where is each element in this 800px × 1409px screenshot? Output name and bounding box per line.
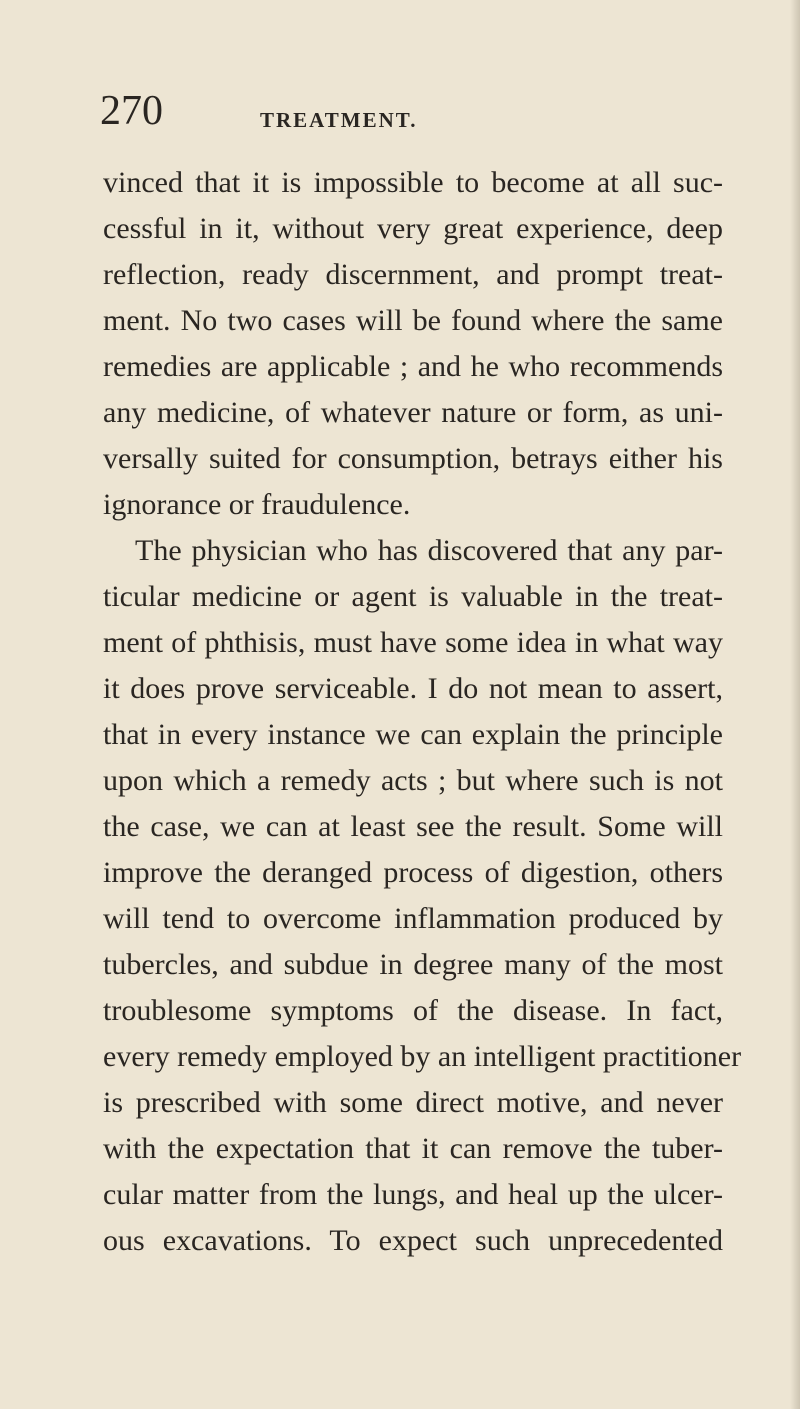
text-line: will tend to overcome inflammation produced by [103,902,723,935]
text-line: every remedy employed by an intelligent practitioner [103,1040,742,1073]
running-head [100,90,700,140]
text-line: improve the deranged process of digestion, others [103,856,723,889]
text-line: ment. No two cases will be found where the same [103,304,723,337]
text-line: ous excavations. To expect such unprecedented [103,1224,723,1257]
text-line: cular matter from the lungs, and heal up the ulcer- [103,1178,723,1211]
text-line: ticular medicine or agent is valuable in the treat- [103,580,723,613]
text-line: vinced that it is impossible to become at all suc- [103,166,723,199]
text-line: ment of phthisis, must have some idea in what way [103,626,723,659]
text-line: remedies are applicable ; and he who recommends [103,350,723,383]
text-line: The physician who has discovered that any par- [135,534,723,567]
text-line: tubercles, and subdue in degree many of the most [103,948,723,981]
text-line: that in every instance we can explain the principle [103,718,723,751]
text-line: cessful in it, without very great experience, deep [103,212,723,245]
page-number: 270 [100,88,163,134]
running-title: TREATMENT. [260,108,418,132]
text-line: troublesome symptoms of the disease. In fact, [103,994,723,1027]
text-line: upon which a remedy acts ; but where such is not [103,764,723,797]
body-text [103,160,742,1264]
text-line: is prescribed with some direct motive, and never [103,1086,723,1119]
text-line: versally suited for consumption, betrays either his [103,442,723,475]
text-line: any medicine, of whatever nature or form, as uni- [103,396,723,429]
text-line: it does prove serviceable. I do not mean to assert, [103,672,723,705]
text-line: the case, we can at least see the result. Some will [103,810,723,843]
text-line: ignorance or fraudulence. [103,488,411,521]
text-line: reflection, ready discernment, and prompt treat- [103,258,723,291]
page-edge-shadow [790,0,800,1409]
text-line: with the expectation that it can remove the tuber- [103,1132,723,1165]
